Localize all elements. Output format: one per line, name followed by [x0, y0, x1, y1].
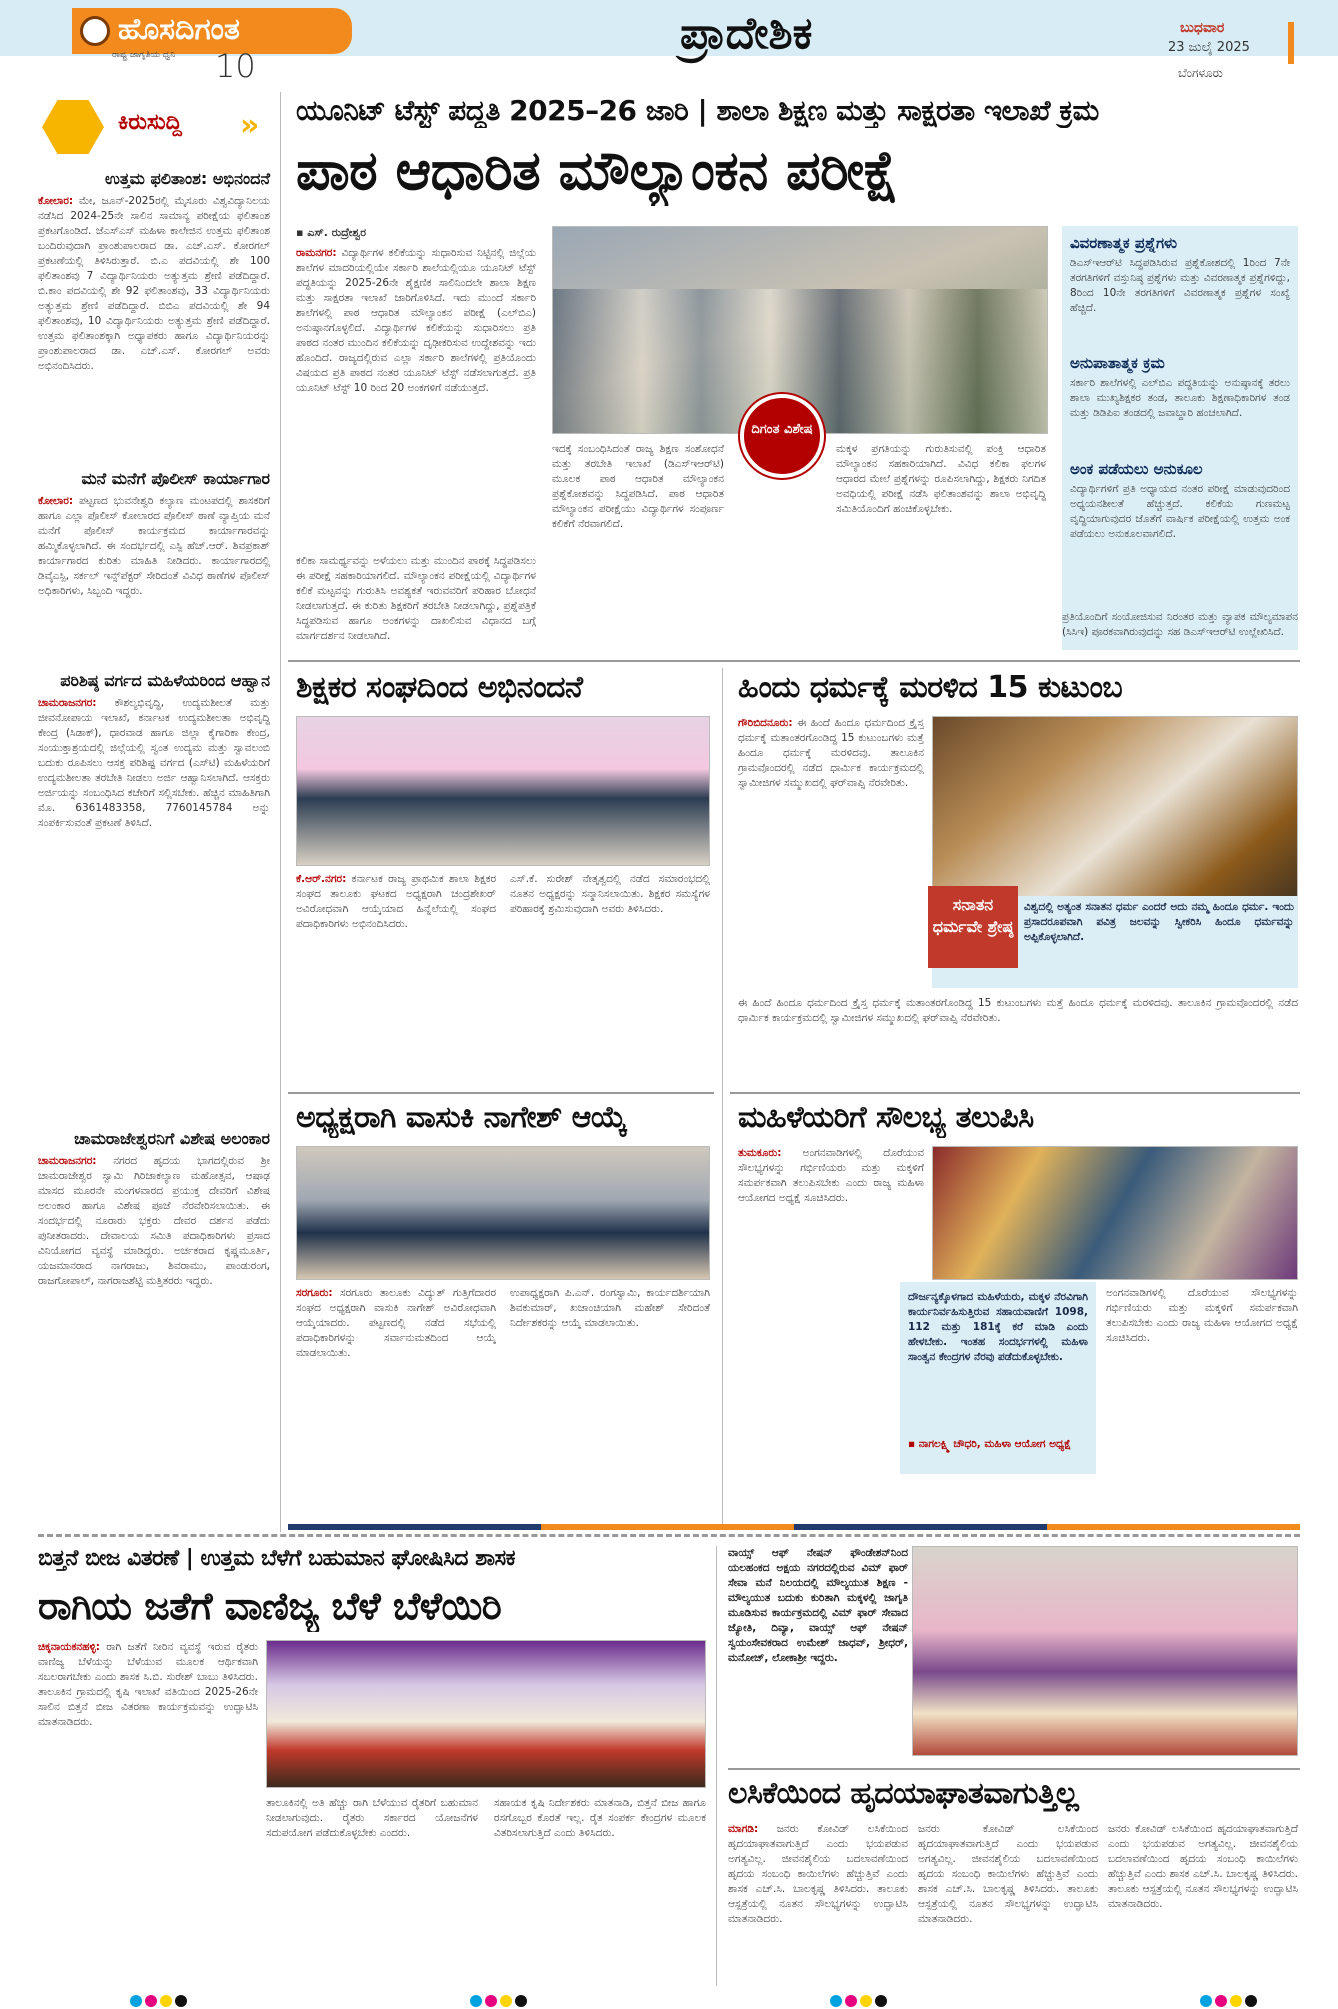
story8-col1	[728, 1822, 908, 1984]
story6-col1-text: ರಾಗಿ ಜತೆಗೆ ನೀರಿನ ವ್ಯವಸ್ಥೆ ಇರುವ ರೈತರು ವಾಣಿಜ್ಯ ಬೆಳೆಯನ್ನು ಬೆಳೆಯುವ ಮೂಲಕ ಆರ್ಥಿಕವಾಗಿ ಸಬಲರಾಗಬೇಕು ಎಂದು ಶಾಸಕ ಸಿ.ಬಿ. ಸುರೇಶ್ ಬಾಬು ತಿಳಿಸಿದರು. ತಾಲೂಕಿನ ಗ್ರಾಮದಲ್ಲಿ ಕೃಷಿ ಇಲಾಖೆ ವತಿಯಿಂದ 2025-26ನೇ ಸಾಲಿನ ಬಿತ್ತನೆ ಬೀಜ ವಿತರಣಾ ಕಾರ್ಯಕ್ರಮವನ್ನು ಉದ್ಘಾಟಿಸಿ ಮಾತನಾಡಿದರು.	[38, 1641, 258, 1728]
story5-dateline: ತುಮಕೂರು:	[738, 1147, 782, 1159]
brief-body	[38, 1154, 270, 1504]
story6-dateline: ಚಿಕ್ಕನಾಯಕನಹಳ್ಳಿ:	[38, 1641, 100, 1653]
section-divider	[728, 1768, 1300, 1770]
black-dot	[1245, 1995, 1257, 2007]
story5-photo	[932, 1146, 1298, 1280]
story2-col2-text: ಎಸ್.ಕೆ. ಸುರೇಶ್ ನೇತೃತ್ವದಲ್ಲಿ ನಡೆದ ಸಮಾರಂಭದಲ್ಲಿ ನೂತನ ಅಧ್ಯಕ್ಷರನ್ನು ಸನ್ಮಾನಿಸಲಾಯಿತು. ಶಿಕ್ಷಕರ ಸಮಸ್ಯೆಗಳ ಪರಿಹಾರಕ್ಕೆ ಶ್ರಮಿಸುವುದಾಗಿ ಅವರು ತಿಳಿಸಿದರು.	[510, 873, 710, 915]
brief-text: ಪಟ್ಟಣದ ಭುವನೇಶ್ವರಿ ಕಲ್ಯಾಣ ಮಂಟಪದಲ್ಲಿ ಶಾಸಕರಿಗೆ ಹಾಗೂ ಎಲ್ಲಾ ಪೊಲೀಸ್ ಕೋಲಾರದ ಪೊಲೀಸ್ ಠಾಣೆ ವ್ಯಾಪ್ತಿಯ ಮನೆ ಮನೆಗೆ ಪೊಲೀಸ್ ಕಾರ್ಯಕ್ರಮದ ಕಾರ್ಯಾಗಾರವನ್ನು ಹಮ್ಮಿಕೊಳ್ಳಲಾಗಿದೆ. ಈ ಸಂದರ್ಭದಲ್ಲಿ ಎಸ್ಪಿ ಹೆಚ್.ಆರ್. ಶಿವಪ್ರಕಾಶ್ ಕಾರ್ಯಾಗಾರದ ಕುರಿತು ಮಾಹಿತಿ ನೀಡಿದರು. ಕಾರ್ಯಾಗಾರದಲ್ಲಿ ಡಿವೈಎಸ್ಪಿ, ಸರ್ಕಲ್ ಇನ್ಸ್‌ಪೆಕ್ಟರ್ ಸೇರಿದಂತೆ ವಿವಿಧ ಠಾಣೆಗಳ ಪೊಲೀಸ್ ಅಧಿಕಾರಿಗಳು, ಸಿಬ್ಬಂದಿ ಇದ್ದರು.	[38, 495, 270, 597]
story6-headline: ರಾಗಿಯ ಜತೆಗೆ ವಾಣಿಜ್ಯ ಬೆಳೆ ಬೆಳೆಯಿರಿ	[38, 1584, 502, 1628]
sidebar-section-body: ಸರ್ಕಾರಿ ಶಾಲೆಗಳಲ್ಲಿ ಎಲ್‌ಬಿಎ ಪದ್ಧತಿಯನ್ನು ಅನುಷ್ಠಾನಕ್ಕೆ ತರಲು ಶಾಲಾ ಮುಖ್ಯಶಿಕ್ಷಕರ ತಂಡ, ತಾಲೂಕು ಶಿಕ್ಷಣಾಧಿಕಾರಿಗಳ ತಂಡ ಮತ್ತು ಡಿಡಿಪಿಐ ತಂಡದಲ್ಲಿ ಜವಾಬ್ದಾರಿ ಹಂಚಲಾಗಿದೆ.	[1070, 377, 1290, 419]
story8-dateline: ಮಾಗಡಿ:	[728, 1823, 759, 1835]
story4-col2-text: ಉಪಾಧ್ಯಕ್ಷರಾಗಿ ಪಿ.ಎನ್. ರಂಗಸ್ವಾಮಿ, ಕಾರ್ಯದರ್ಶಿಯಾಗಿ ಶಿವಕುಮಾರ್, ಖಜಾಂಚಿಯಾಗಿ ಮಹೇಶ್ ಸೇರಿದಂತೆ ನಿರ್ದೇಶಕರನ್ನು ಆಯ್ಕೆ ಮಾಡಲಾಯಿತು.	[510, 1287, 710, 1329]
lead-col2	[296, 554, 536, 650]
brief-dateline: ಕೋಲಾರ:	[38, 195, 74, 207]
lead-col3	[552, 442, 724, 650]
story6-col3	[494, 1796, 706, 1984]
brief-headline: ಚಾಮರಾಜೇಶ್ವರನಿಗೆ ವಿಶೇಷ ಅಲಂಕಾರ	[74, 1129, 270, 1148]
box-author-text: ನಾಗಲಕ್ಷ್ಮಿ ಚೌಧರಿ, ಮಹಿಳಾ ಆಯೋಗ ಅಧ್ಯಕ್ಷೆ	[918, 1438, 1072, 1450]
lead-col2-text: ಕಲಿಕಾ ಸಾಮರ್ಥ್ಯವನ್ನು ಅಳೆಯಲು ಮತ್ತು ಮುಂದಿನ ಪಾಠಕ್ಕೆ ಸಿದ್ಧಪಡಿಸಲು ಈ ಪರೀಕ್ಷೆ ಸಹಕಾರಿಯಾಗಲಿದೆ. ಮೌಲ್ಯಾಂಕನ ಪರೀಕ್ಷೆಯಲ್ಲಿ ವಿದ್ಯಾರ್ಥಿಗಳ ಕಲಿಕೆ ಮಟ್ಟವನ್ನು ಗುರುತಿಸಿ ಅವಶ್ಯಕತೆ ಇರುವವರಿಗೆ ಪರಿಹಾರ ಬೋಧನೆ ನೀಡಲಾಗುತ್ತದೆ. ಈ ಕುರಿತು ಶಿಕ್ಷಕರಿಗೆ ತರಬೇತಿ ನೀಡಲಾಗಿದ್ದು, ಪ್ರಶ್ನೆಪತ್ರಿಕೆ ಸಿದ್ಧಪಡಿಸುವ ಹಾಗೂ ಅಂಕಗಳನ್ನು ದಾಖಲಿಸುವ ವಿಧಾನದ ಬಗ್ಗೆ ಮಾರ್ಗದರ್ಶನ ನೀಡಲಾಗಿದೆ.	[296, 555, 536, 642]
lead-headline: ಪಾಠ ಆಧಾರಿತ ಮೌಲ್ಯಾಂಕನ ಪರೀಕ್ಷೆ	[296, 139, 899, 202]
story8-col2	[918, 1822, 1098, 1984]
story4-col2	[510, 1286, 710, 1522]
section-divider	[288, 660, 1300, 662]
brief-body	[38, 194, 270, 462]
sidebar-section-title: ಅನುಪಾತಾತ್ಮಕ ಕ್ರಮ	[1070, 354, 1165, 372]
kirusuddi-header	[38, 98, 270, 154]
story5-col1	[738, 1146, 924, 1340]
story5-box-body: ದೌರ್ಜನ್ಯಕ್ಕೊಳಗಾದ ಮಹಿಳೆಯರು, ಮಕ್ಕಳ ನೆರವಿಗಾಗಿ ಕಾರ್ಯನಿರ್ವಹಿಸುತ್ತಿರುವ ಸಹಾಯವಾಣಿಗೆ 1098, 112 ಮತ್ತು 181ಕ್ಕೆ ಕರೆ ಮಾಡಿ ಎಂದು ಹೇಳಬೇಕು. ಇಂತಹ ಸಂದರ್ಭಗಳಲ್ಲಿ ಮಹಿಳಾ ಸಾಂತ್ವನ ಕೇಂದ್ರಗಳ ನೆರವು ಪಡೆದುಕೊಳ್ಳಬೇಕು.	[908, 1291, 1088, 1363]
brief-text: ನಗರದ ಹೃದಯ ಭಾಗದಲ್ಲಿರುವ ಶ್ರೀ ಚಾಮರಾಜೇಶ್ವರ ಸ್ವಾಮಿ ಗಿರಿಜಾಕಲ್ಯಾಣ ಮಹೋತ್ಸವ, ಆಷಾಢ ಮಾಸದ ಮೂರನೇ ಮಂಗಳವಾರದ ಪ್ರಯುಕ್ತ ದೇವರಿಗೆ ವಿಶೇಷ ಅಲಂಕಾರ ಹಾಗೂ ವಿಶೇಷ ಪೂಜೆ ನೆರವೇರಿಸಲಾಯಿತು. ಈ ಸಂದರ್ಭದಲ್ಲಿ ನೂರಾರು ಭಕ್ತರು ದೇವರ ದರ್ಶನ ಪಡೆದು ಪುನೀತರಾದರು. ದೇವಾಲಯ ಸಮಿತಿ ಪದಾಧಿಕಾರಿಗಳು ಪ್ರಸಾದ ವಿನಿಯೋಗದ ವ್ಯವಸ್ಥೆ ಮಾಡಿದ್ದರು. ಅರ್ಚಕರಾದ ಕೃಷ್ಣಮೂರ್ತಿ, ಯಜಮಾನರಾದ ನಾಗರಾಜು, ಶಿವರಾಮು, ಪಾಂಡುರಂಗ, ರಾಜಗೋಪಾಲ್, ನಾಗರಾಜಶೆಟ್ಟಿ ಮತ್ತಿತರರು ಇದ್ದರು.	[38, 1155, 270, 1287]
brief-dateline: ಚಾಮರಾಜನಗರ:	[38, 1155, 97, 1167]
column-divider	[280, 92, 281, 1532]
story3-headline: ಹಿಂದು ಧರ್ಮಕ್ಕೆ ಮರಳಿದ 15 ಕುಟುಂಬ	[738, 670, 1123, 705]
story3-box-body: ವಿಶ್ವದಲ್ಲಿ ಅತ್ಯಂತ ಸನಾತನ ಧರ್ಮ ಎಂದರೆ ಅದು ನಮ್ಮ ಹಿಂದೂ ಧರ್ಮ. ಇಂದು ಪ್ರಸಾದರೂಪವಾಗಿ ಪವಿತ್ರ ಜಲವನ್ನು ಸ್ವೀಕರಿಸಿ ಹಿಂದೂ ಧರ್ಮವನ್ನು ಅಪ್ಪಿಕೊಳ್ಳಲಾಗಿದೆ.	[1024, 901, 1294, 943]
section-divider	[730, 1092, 1300, 1094]
story5-col2	[1106, 1286, 1298, 1522]
issue-date: 23 ಜುಲೈ 2025	[1168, 40, 1250, 55]
yellow-dot	[1230, 1995, 1242, 2007]
digantha-special-badge	[740, 394, 824, 478]
yellow-dot	[160, 1995, 172, 2007]
lead-col1-text: ವಿದ್ಯಾರ್ಥಿಗಳ ಕಲಿಕೆಯನ್ನು ಸುಧಾರಿಸುವ ನಿಟ್ಟಿನಲ್ಲಿ ಜಿಲ್ಲೆಯ ಶಾಲೆಗಳ ಮಾದರಿಯಲ್ಲಿಯೇ ಸರ್ಕಾರಿ ಶಾಲೆಯಲ್ಲಿಯೂ ಯೂನಿಟ್ ಟೆಸ್ಟ್ ಪದ್ಧತಿಯನ್ನು 2025-26ನೇ ಶೈಕ್ಷಣಿಕ ಸಾಲಿನಿಂದಲೇ ಶಾಲಾ ಶಿಕ್ಷಣ ಮತ್ತು ಸಾಕ್ಷರತಾ ಇಲಾಖೆ ಜಾರಿಗೊಳಿಸಿದೆ. ಇದು ಮುಂದೆ ಸರ್ಕಾರಿ ಶಾಲೆಗಳಲ್ಲಿ ಪಾಠ ಆಧಾರಿತ ಮೌಲ್ಯಾಂಕನ ಪರೀಕ್ಷೆ (ಎಲ್‌ಬಿಎ) ಅನುಷ್ಠಾನಗೊಳ್ಳಲಿದೆ. ವಿದ್ಯಾರ್ಥಿಗಳ ಕಲಿಕೆಯನ್ನು ಸುಧಾರಿಸಲು ಪ್ರತಿ ಪಾಠದ ನಂತರ ಮುಂದಿನ ಕಲಿಕೆಯನ್ನು ದೃಢೀಕರಿಸುವ ಉದ್ದೇಶವನ್ನು ಇದು ಹೊಂದಿದೆ. ರಾಜ್ಯದಲ್ಲಿರುವ ಎಲ್ಲಾ ಸರ್ಕಾರಿ ಶಾಲೆಗಳಲ್ಲಿ ಪ್ರತಿಯೊಂದು ವಿಷಯದ ಪ್ರತಿ ಪಾಠದ ನಂತರ ಯೂನಿಟ್ ಟೆಸ್ಟ್ ನಡೆಸಲಾಗುತ್ತದೆ. ಪ್ರತಿ ಯೂನಿಟ್ ಟೆಸ್ಟ್ 10 ರಿಂದ 20 ಅಂಕಗಳಿಗೆ ನಡೆಯುತ್ತದೆ.	[296, 247, 536, 394]
brief-item	[38, 168, 270, 462]
print-registration-marks	[1200, 1992, 1260, 2009]
black-dot	[875, 1995, 887, 2007]
magenta-dot	[1215, 1995, 1227, 2007]
story2-dateline: ಕೆ.ಆರ್.ನಗರ:	[296, 873, 347, 885]
brief-headline: ಮನೆ ಮನೆಗೆ ಪೊಲೀಸ್ ಕಾರ್ಯಾಗಾರ	[81, 469, 270, 488]
story5-headline: ಮಹಿಳೆಯರಿಗೆ ಸೌಲಭ್ಯ ತಲುಪಿಸಿ	[738, 1100, 1034, 1135]
print-registration-marks	[830, 1992, 890, 2009]
yellow-dot	[860, 1995, 872, 2007]
sidebar-section	[1070, 234, 1290, 346]
sidebar-section-title: ಅಂಕ ಪಡೆಯಲು ಅನುಕೂಲ	[1070, 460, 1203, 478]
brief-body	[38, 494, 270, 666]
black-dot	[515, 1995, 527, 2007]
story6-col2-text: ತಾಲೂಕಿನಲ್ಲಿ ಅತಿ ಹೆಚ್ಚು ರಾಗಿ ಬೆಳೆಯುವ ರೈತರಿಗೆ ಬಹುಮಾನ ನೀಡಲಾಗುವುದು. ರೈತರು ಸರ್ಕಾರದ ಯೋಜನೆಗಳ ಸದುಪಯೋಗ ಪಡೆದುಕೊಳ್ಳಬೇಕು ಎಂದರು.	[266, 1797, 478, 1839]
paper-tagline: ರಾಷ್ಟ್ರ ಜಾಗೃತಿಯ ಧ್ವನಿ	[112, 50, 176, 60]
brief-item	[38, 1128, 270, 1504]
issue-city: ಬೆಂಗಳೂರು	[1178, 66, 1223, 80]
story2-col1-text: ಕರ್ನಾಟಕ ರಾಜ್ಯ ಪ್ರಾಥಮಿಕ ಶಾಲಾ ಶಿಕ್ಷಕರ ಸಂಘದ ತಾಲೂಕು ಘಟಕದ ಅಧ್ಯಕ್ಷರಾಗಿ ಚಂದ್ರಶೇಖರ್ ಅವಿರೋಧವಾಗಿ ಆಯ್ಕೆಯಾದ ಹಿನ್ನೆಲೆಯಲ್ಲಿ ಸಂಘದ ಪದಾಧಿಕಾರಿಗಳು ಅಭಿನಂದಿಸಿದರು.	[296, 873, 496, 930]
story2-col2	[510, 872, 710, 1086]
lead-kicker: ಯೂನಿಟ್ ಟೆಸ್ಟ್ ಪದ್ಧತಿ 2025–26 ಜಾರಿ | ಶಾಲಾ ಶಿಕ್ಷಣ ಮತ್ತು ಸಾಕ್ಷರತಾ ಇಲಾಖೆ ಕ್ರಮ	[296, 94, 1099, 127]
section-divider-dashed	[38, 1534, 1300, 1537]
cyan-dot	[470, 1995, 482, 2007]
story8-col3-text: ಜನರು ಕೋವಿಡ್ ಲಸಿಕೆಯಿಂದ ಹೃದಯಾಘಾತವಾಗುತ್ತಿದೆ ಎಂದು ಭಯಪಡುವ ಅಗತ್ಯವಿಲ್ಲ. ಜೀವನಶೈಲಿಯ ಬದಲಾವಣೆಯಿಂದ ಹೃದಯ ಸಂಬಂಧಿ ಕಾಯಿಲೆಗಳು ಹೆಚ್ಚುತ್ತಿವೆ ಎಂದು ಶಾಸಕ ಎಚ್.ಸಿ. ಬಾಲಕೃಷ್ಣ ತಿಳಿಸಿದರು. ತಾಲೂಕು ಆಸ್ಪತ್ರೆಯಲ್ಲಿ ನೂತನ ಸೌಲಭ್ಯಗಳನ್ನು ಉದ್ಘಾಟಿಸಿ ಮಾತನಾಡಿದರು.	[1108, 1823, 1298, 1910]
story6-kicker: ಬಿತ್ತನೆ ಬೀಜ ವಿತರಣೆ | ಉತ್ತಮ ಬೆಳೆಗೆ ಬಹುಮಾನ ಘೋಷಿಸಿದ ಶಾಸಕ	[38, 1546, 516, 1571]
story2-col1	[296, 872, 496, 1086]
lead-col4-text: ಮಕ್ಕಳ ಪ್ರಗತಿಯನ್ನು ಗುರುತಿಸುವಲ್ಲಿ ಪಂಕ್ತಿ ಆಧಾರಿತ ಮೌಲ್ಯಾಂಕನ ಸಹಕಾರಿಯಾಗಿದೆ. ವಿವಿಧ ಕಲಿಕಾ ಫಲಗಳ ಆಧಾರದ ಮೇಲೆ ಪ್ರಶ್ನೆಗಳನ್ನು ರೂಪಿಸಲಾಗಿದ್ದು, ಶಿಕ್ಷಕರು ನಿಗದಿತ ಅವಧಿಯಲ್ಲಿ ಪರೀಕ್ಷೆ ನಡೆಸಿ ಫಲಿತಾಂಶವನ್ನು ಶಾಲಾ ಅಭಿವೃದ್ಧಿ ಸಮಿತಿಯೊಂದಿಗೆ ಹಂಚಿಕೊಳ್ಳಬೇಕು.	[836, 443, 1046, 515]
badge-text: ದಿಗಂತ ವಿಶೇಷ	[751, 422, 813, 437]
story5-body: ಅಂಗನವಾಡಿಗಳಲ್ಲಿ ದೊರೆಯುವ ಸೌಲಭ್ಯಗಳನ್ನು ಗರ್ಭಿಣಿಯರು ಮತ್ತು ಮಕ್ಕಳಿಗೆ ಸಮರ್ಪಕವಾಗಿ ತಲುಪಿಸಬೇಕು ಎಂದು ರಾಜ್ಯ ಮಹಿಳಾ ಆಯೋಗದ ಅಧ್ಯಕ್ಷೆ ಸೂಚಿಸಿದರು.	[738, 1147, 924, 1204]
story3-body: ಈ ಹಿಂದೆ ಹಿಂದೂ ಧರ್ಮದಿಂದ ಕ್ರೈಸ್ತ ಧರ್ಮಕ್ಕೆ ಮತಾಂತರಗೊಂಡಿದ್ದ 15 ಕುಟುಂಬಗಳು ಮತ್ತೆ ಹಿಂದೂ ಧರ್ಮಕ್ಕೆ ಮರಳಿದವು. ತಾಲೂಕಿನ ಗ್ರಾಮವೊಂದರಲ್ಲಿ ನಡೆದ ಧಾರ್ಮಿಕ ಕಾರ್ಯಕ್ರಮದಲ್ಲಿ ಸ್ವಾಮೀಜಿಗಳ ಸಮ್ಮುಖದಲ್ಲಿ ಘರ್‌ವಾಪ್ಸಿ ನೆರವೇರಿತು.	[738, 717, 924, 789]
masthead-accent-bar	[1288, 22, 1294, 64]
story5-box	[900, 1282, 1096, 1474]
lead-byline: ▪ ಎಸ್. ರುದ್ರೇಶ್ವರ	[296, 226, 367, 239]
sidebar-section	[1070, 460, 1290, 590]
lead-dateline: ರಾಮನಗರ:	[296, 247, 337, 259]
sidebar-section-body: ಡಿಎಸ್‌ಇಆರ್‌ಟಿ ಸಿದ್ಧಪಡಿಸಿರುವ ಪ್ರಶ್ನೆಕೋಶದಲ್ಲಿ 1ರಿಂದ 7ನೇ ತರಗತಿಗಳಿಗೆ ವಸ್ತುನಿಷ್ಠ ಪ್ರಶ್ನೆಗಳು ಮತ್ತು ವಿವರಣಾತ್ಮಕ ಪ್ರಶ್ನೆಗಳಿದ್ದು, 8ರಿಂದ 10ನೇ ತರಗತಿಗಳಿಗೆ ವಿವರಣಾತ್ಮಕ ಪ್ರಶ್ನೆಗಳ ಸಂಖ್ಯೆ ಹೆಚ್ಚಿದೆ.	[1070, 257, 1290, 314]
print-registration-marks	[470, 1992, 530, 2009]
brief-body	[38, 696, 270, 1084]
print-registration-marks	[130, 1992, 190, 2009]
story8-body: ಜನರು ಕೋವಿಡ್ ಲಸಿಕೆಯಿಂದ ಹೃದಯಾಘಾತವಾಗುತ್ತಿದೆ ಎಂದು ಭಯಪಡುವ ಅಗತ್ಯವಿಲ್ಲ. ಜೀವನಶೈಲಿಯ ಬದಲಾವಣೆಯಿಂದ ಹೃದಯ ಸಂಬಂಧಿ ಕಾಯಿಲೆಗಳು ಹೆಚ್ಚುತ್ತಿವೆ ಎಂದು ಶಾಸಕ ಎಚ್.ಸಿ. ಬಾಲಕೃಷ್ಣ ತಿಳಿಸಿದರು. ತಾಲೂಕು ಆಸ್ಪತ್ರೆಯಲ್ಲಿ ನೂತನ ಸೌಲಭ್ಯಗಳನ್ನು ಉದ್ಘಾಟಿಸಿ ಮಾತನಾಡಿದರು.	[728, 1823, 908, 1925]
sidebar-section-title: ವಿವರಣಾತ್ಮಕ ಪ್ರಶ್ನೆಗಳು	[1070, 234, 1177, 252]
story8-col3	[1108, 1822, 1298, 1984]
kirusuddi-label: ಕಿರುಸುದ್ದಿ	[118, 110, 182, 135]
story8-col2-text: ಜನರು ಕೋವಿಡ್ ಲಸಿಕೆಯಿಂದ ಹೃದಯಾಘಾತವಾಗುತ್ತಿದೆ ಎಂದು ಭಯಪಡುವ ಅಗತ್ಯವಿಲ್ಲ. ಜೀವನಶೈಲಿಯ ಬದಲಾವಣೆಯಿಂದ ಹೃದಯ ಸಂಬಂಧಿ ಕಾಯಿಲೆಗಳು ಹೆಚ್ಚುತ್ತಿವೆ ಎಂದು ಶಾಸಕ ಎಚ್.ಸಿ. ಬಾಲಕೃಷ್ಣ ತಿಳಿಸಿದರು. ತಾಲೂಕು ಆಸ್ಪತ್ರೆಯಲ್ಲಿ ನೂತನ ಸೌಲಭ್ಯಗಳನ್ನು ಉದ್ಘಾಟಿಸಿ ಮಾತನಾಡಿದರು.	[918, 1823, 1098, 1925]
story5-box-author: ▪ ನಾಗಲಕ್ಷ್ಮಿ ಚೌಧರಿ, ಮಹಿಳಾ ಆಯೋಗ ಅಧ್ಯಕ್ಷೆ	[908, 1438, 1072, 1450]
story3-col1	[738, 716, 924, 908]
magenta-dot	[485, 1995, 497, 2007]
story5-col2-text: ಅಂಗನವಾಡಿಗಳಲ್ಲಿ ದೊರೆಯುವ ಸೌಲಭ್ಯಗಳನ್ನು ಗರ್ಭಿಣಿಯರು ಮತ್ತು ಮಕ್ಕಳಿಗೆ ಸಮರ್ಪಕವಾಗಿ ತಲುಪಿಸಬೇಕು ಎಂದು ರಾಜ್ಯ ಮಹಿಳಾ ಆಯೋಗದ ಅಧ್ಯಕ್ಷೆ ಸೂಚಿಸಿದರು.	[1106, 1287, 1298, 1344]
story2-headline: ಶಿಕ್ಷಕರ ಸಂಘದಿಂದ ಅಭಿನಂದನೆ	[296, 670, 583, 705]
masthead	[0, 0, 1338, 86]
brief-dateline: ಚಾಮರಾಜನಗರ:	[38, 697, 97, 709]
brief-item	[38, 468, 270, 666]
story6-photo	[266, 1640, 706, 1788]
sidebar-section	[1070, 354, 1290, 452]
brief-item	[38, 670, 270, 1084]
hand-point-icon	[42, 100, 104, 154]
story3-photo	[932, 716, 1298, 908]
story7-caption: ವಾಯ್ಸ್ ಆಫ್ ನೇಷನ್ ಫೌಂಡೇಶನ್‌ನಿಂದ ಯಲಹಂಕದ ಅಕ್ಷಯ ನಗರದಲ್ಲಿರುವ ವಿಮ್ ಫಾರ್ ಸೇವಾ ಮನೆ ನಿಲಯದಲ್ಲಿ ಮೌಲ್ಯಯುತ ಶಿಕ್ಷಣ - ಮೌಲ್ಯಯುತ ಬದುಕು ಕುರಿತಾಗಿ ಮಕ್ಕಳಲ್ಲಿ ಜಾಗೃತಿ ಮೂಡಿಸುವ ಕಾರ್ಯಕ್ರಮದಲ್ಲಿ ವಿಮ್ ಫಾರ್ ಸೇವಾದ ಜ್ಯೋತಿ, ದಿವ್ಯಾ, ವಾಯ್ಸ್ ಆಫ್ ನೇಷನ್ ಸ್ವಯಂಸೇವಕರಾದ ಉಮೇಶ್ ಜಾಧವ್, ಶ್ರೀಧರ್, ಮನೋಜ್, ಲೋಕಾಶ್ರೀ ಇದ್ದರು.	[728, 1547, 908, 1664]
brief-dateline: ಕೋಲಾರ:	[38, 495, 74, 507]
column-divider	[716, 1546, 717, 1986]
story3-tail	[738, 996, 1298, 1086]
story8-headline: ಲಸಿಕೆಯಿಂದ ಹೃದಯಾಘಾತವಾಗುತ್ತಿಲ್ಲ	[728, 1776, 1079, 1811]
section-title: ಪ್ರಾದೇಶಿಕ	[680, 8, 813, 59]
lead-sidebar-footer: ಪ್ರತಿಯೊಂದಿಗೆ ಸಂಯೋಜಿಸುವ ನಿರಂತರ ಮತ್ತು ವ್ಯಾಪಕ ಮೌಲ್ಯಮಾಪನ (ಸಿಸಿಇ) ಪೂರಕವಾಗಿರುವುದನ್ನು ಸಹ ಡಿಎಸ್‌ಇಆರ್‌ಟಿ ಉಲ್ಲೇಖಿಸಿದೆ.	[1062, 611, 1298, 638]
brief-text: ಮೇ, ಜೂನ್-2025ರಲ್ಲಿ ಮೈಸೂರು ವಿಶ್ವವಿದ್ಯಾನಿಲಯ ನಡೆಸಿದ 2024-25ನೇ ಸಾಲಿನ ಸಾಮಾನ್ಯ ಪರೀಕ್ಷೆಯ ಫಲಿತಾಂಶ ಪ್ರಕಟಗೊಂಡಿದೆ. ಜೆಎಸ್ಎಸ್ ಮಹಿಳಾ ಕಾಲೇಜಿನ ಉತ್ತಮ ಫಲಿತಾಂಶ ಬಂದಿರುವುದಾಗಿ ಪ್ರಾಂಶುಪಾಲರಾದ ಡಾ. ಎಚ್.ಎಸ್. ಕೋರಗಲ್ ಪ್ರಕಟಣೆಯಲ್ಲಿ ತಿಳಿಸಿರುತ್ತಾರೆ. ಬಿ.ಎ ಪದವಿಯಲ್ಲಿ ಶೇ 100 ಫಲಿತಾಂಶವು 7 ವಿದ್ಯಾರ್ಥಿನಿಯರು ಅತ್ಯುತ್ತಮ ಶ್ರೇಣಿ ಪಡೆದಿದ್ದಾರೆ. ಬಿ.ಕಾಂ ಪದವಿಯಲ್ಲಿ ಶೇ 92 ಫಲಿತಾಂಶವು, 33 ವಿದ್ಯಾರ್ಥಿನಿಯರು ಅತ್ಯುತ್ತಮ ಶ್ರೇಣಿ ಪಡೆದಿದ್ದಾರೆ. ಬಿಬಿಎ ಪದವಿಯಲ್ಲಿ ಶೇ 94 ಫಲಿತಾಂಶವು, 10 ವಿದ್ಯಾರ್ಥಿನಿಯರು ಅತ್ಯುತ್ತಮ ಶ್ರೇಣಿ ಪಡೆದಿದ್ದಾರೆ. ಉತ್ತಮ ಫಲಿತಾಂಶಕ್ಕಾಗಿ ಅಧ್ಯಾಪಕರು ಹಾಗೂ ವಿದ್ಯಾರ್ಥಿನಿಯರನ್ನು ಪ್ರಾಂಶುಪಾಲರಾದ ಡಾ. ಎಚ್.ಎಸ್. ಕೋರಗಲ್ ಅವರು ಅಭಿನಂದಿಸಿದರು.	[38, 195, 270, 372]
brief-headline: ಪರಿಶಿಷ್ಠ ವರ್ಗದ ಮಹಿಳೆಯರಿಂದ ಆಹ್ವಾನ	[60, 671, 270, 690]
paper-logo	[72, 8, 352, 54]
cyan-dot	[1200, 1995, 1212, 2007]
story2-photo	[296, 716, 710, 866]
story4-col1	[296, 1286, 496, 1522]
brief-text: ಕೌಶಲ್ಯಭಿವೃದ್ಧಿ, ಉದ್ಯಮಶೀಲತೆ ಮತ್ತು ಜೀವನೋಪಾಯ ಇಲಾಖೆ, ಕರ್ನಾಟಕ ಉದ್ಯಮಶೀಲತಾ ಅಭಿವೃದ್ಧಿ ಕೇಂದ್ರ (ಸಿಡಾಕ್), ಧಾರವಾಡ ಹಾಗೂ ಜಿಲ್ಲಾ ಕೈಗಾರಿಕಾ ಕೇಂದ್ರ, ಸಂಯುಕ್ತಾಶ್ರಯದಲ್ಲಿ ಜಿಲ್ಲೆಯಲ್ಲಿ ಸ್ವಂತ ಉದ್ಯಮ ಮತ್ತು ಸ್ವಾವಲಂಬಿ ಬದುಕು ರೂಪಿಸಲು ಆಸಕ್ತ ಪರಿಶಿಷ್ಟ ವರ್ಗದ (ಎಸ್‌ಟಿ) ಮಹಿಳೆಯರಿಗೆ ಉದ್ಯಮಶೀಲತಾ ತರಬೇತಿ ನೀಡಲು ಅರ್ಜಿ ಆಹ್ವಾನಿಸಲಾಗಿದೆ. ಆಸಕ್ತರು ಅರ್ಜಿಯನ್ನು ಸಂಬಂಧಿಸಿದ ಕಚೇರಿಗೆ ಸಲ್ಲಿಸಬೇಕು. ಹೆಚ್ಚಿನ ಮಾಹಿತಿಗಾಗಿ ಮೊ. 6361483358, 7760145784 ಅನ್ನು ಸಂಪರ್ಕಿಸುವಂತೆ ಪ್ರಕಟಣೆ ತಿಳಿಸಿದೆ.	[38, 697, 270, 829]
yellow-dot	[500, 1995, 512, 2007]
kirusuddi-column	[38, 92, 270, 1532]
section-divider	[288, 1092, 714, 1094]
page-number: 10	[215, 47, 256, 85]
story3-dateline: ಗೌರಿಬಿದನೂರು:	[738, 717, 793, 729]
cyan-dot	[830, 1995, 842, 2007]
lead-col4	[836, 442, 1046, 650]
story6-col3-text: ಸಹಾಯಕ ಕೃಷಿ ನಿರ್ದೇಶಕರು ಮಾತನಾಡಿ, ಬಿತ್ತನೆ ಬೀಜ ಹಾಗೂ ರಸಗೊಬ್ಬರ ಕೊರತೆ ಇಲ್ಲ. ರೈತ ಸಂಪರ್ಕ ಕೇಂದ್ರಗಳ ಮೂಲಕ ವಿತರಿಸಲಾಗುತ್ತಿದೆ ಎಂದು ತಿಳಿಸಿದರು.	[494, 1797, 706, 1839]
color-strip	[288, 1524, 1300, 1530]
story6-col2	[266, 1796, 478, 1984]
logo-emblem-icon	[80, 16, 110, 46]
byline-name: ಎಸ್. ರುದ್ರೇಶ್ವರ	[307, 226, 367, 239]
sidebar-section-body: ವಿದ್ಯಾರ್ಥಿಗಳಿಗೆ ಪ್ರತಿ ಅಧ್ಯಾಯದ ನಂತರ ಪರೀಕ್ಷೆ ಮಾಡುವುದರಿಂದ ಅಧ್ಯಯನಶೀಲತೆ ಹೆಚ್ಚುತ್ತದೆ. ಕಲಿಕೆಯ ಗುಣಮಟ್ಟ ವೃದ್ಧಿಯಾಗುವುದರ ಜೊತೆಗೆ ವಾರ್ಷಿಕ ಪರೀಕ್ಷೆಯಲ್ಲಿ ಉತ್ತಮ ಅಂಕ ಪಡೆಯಲು ಅನುಕೂಲವಾಗಲಿದೆ.	[1070, 483, 1290, 540]
issue-day: ಬುಧವಾರ	[1180, 20, 1225, 36]
double-chevron-icon: »	[240, 108, 260, 143]
story4-photo	[296, 1146, 710, 1280]
cyan-dot	[130, 1995, 142, 2007]
story3-box-title: ಸನಾತನ ಧರ್ಮವೇ ಶ್ರೇಷ್ಠ	[928, 886, 1018, 968]
story4-dateline: ಸರಗೂರು:	[296, 1287, 333, 1299]
story4-col1-text: ಸರಗೂರು ತಾಲೂಕು ವಿದ್ಯುತ್ ಗುತ್ತಿಗೆದಾರರ ಸಂಘದ ಅಧ್ಯಕ್ಷರಾಗಿ ವಾಸುಕಿ ನಾಗೇಶ್ ಅವಿರೋಧವಾಗಿ ಆಯ್ಕೆಯಾದರು. ಪಟ್ಟಣದಲ್ಲಿ ನಡೆದ ಸಭೆಯಲ್ಲಿ ಪದಾಧಿಕಾರಿಗಳನ್ನು ಸರ್ವಾನುಮತದಿಂದ ಆಯ್ಕೆ ಮಾಡಲಾಯಿತು.	[296, 1287, 496, 1359]
story3-tail-text: ಈ ಹಿಂದೆ ಹಿಂದೂ ಧರ್ಮದಿಂದ ಕ್ರೈಸ್ತ ಧರ್ಮಕ್ಕೆ ಮತಾಂತರಗೊಂಡಿದ್ದ 15 ಕುಟುಂಬಗಳು ಮತ್ತೆ ಹಿಂದೂ ಧರ್ಮಕ್ಕೆ ಮರಳಿದವು. ತಾಲೂಕಿನ ಗ್ರಾಮವೊಂದರಲ್ಲಿ ನಡೆದ ಧಾರ್ಮಿಕ ಕಾರ್ಯಕ್ರಮದಲ್ಲಿ ಸ್ವಾಮೀಜಿಗಳ ಸಮ್ಮುಖದಲ್ಲಿ ಘರ್‌ವಾಪ್ಸಿ ನೆರವೇರಿತು.	[738, 997, 1298, 1024]
story4-headline: ಅಧ್ಯಕ್ಷರಾಗಿ ವಾಸುಕಿ ನಾಗೇಶ್ ಆಯ್ಕೆ	[296, 1100, 627, 1135]
black-dot	[175, 1995, 187, 2007]
story7-photo	[912, 1546, 1298, 1756]
lead-sidebar	[1062, 226, 1298, 650]
magenta-dot	[145, 1995, 157, 2007]
paper-name: ಹೊಸದಿಗಂತ	[118, 12, 240, 47]
lead-col3-text: ಇದಕ್ಕೆ ಸಂಬಂಧಿಸಿದಂತೆ ರಾಜ್ಯ ಶಿಕ್ಷಣ ಸಂಶೋಧನೆ ಮತ್ತು ತರಬೇತಿ ಇಲಾಖೆ (ಡಿಎಸ್‌ಇಆರ್‌ಟಿ) ಮೂಲಕ ಪಾಠ ಆಧಾರಿತ ಮೌಲ್ಯಾಂಕನ ಪ್ರಶ್ನೆಕೋಶವನ್ನು ಸಿದ್ಧಪಡಿಸಿದೆ. ಪಾಠ ಆಧಾರಿತ ಮೌಲ್ಯಾಂಕನ ಪರೀಕ್ಷೆಯು ವಿದ್ಯಾರ್ಥಿಗಳ ಸಂಪೂರ್ಣ ಕಲಿಕೆಗೆ ನೆರವಾಗಲಿದೆ.	[552, 443, 724, 530]
column-divider	[722, 668, 723, 1528]
brief-headline: ಉತ್ತಮ ಫಲಿತಾಂಶ: ಅಭಿನಂದನೆ	[105, 169, 270, 188]
magenta-dot	[845, 1995, 857, 2007]
story6-col1	[38, 1640, 258, 1984]
